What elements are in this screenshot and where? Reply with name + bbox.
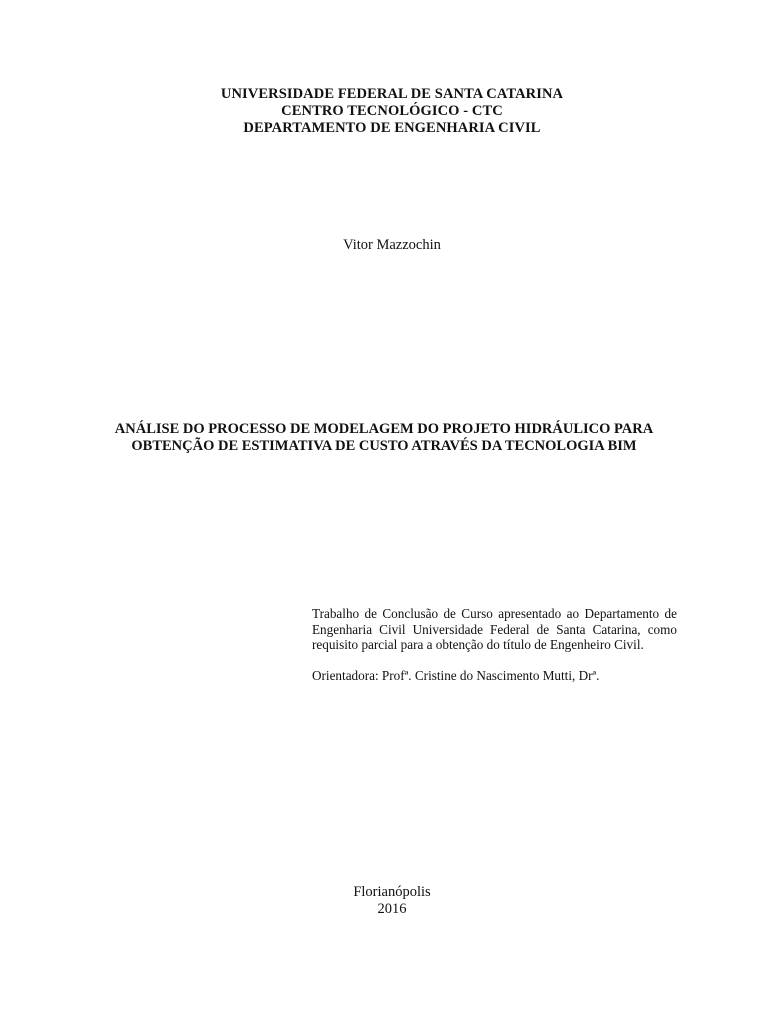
place-and-year bbox=[0, 884, 768, 918]
center-name: CENTRO TECNOLÓGICO - CTC bbox=[281, 103, 503, 119]
thesis-description: Trabalho de Conclusão de Curso apresentado ao Departamento de Engenharia Civil Universidade Federal de Santa Catarina, como requisito parcial para a obtenção do título de Engenheiro Civil. bbox=[312, 606, 677, 653]
place: Florianópolis bbox=[353, 884, 431, 900]
author-name: Vitor Mazzochin bbox=[343, 237, 441, 253]
thesis-title bbox=[0, 421, 768, 455]
advisor-line: Orientadora: Profª. Cristine do Nascimento Mutti, Drª. bbox=[312, 668, 600, 683]
department-name: DEPARTAMENTO DE ENGENHARIA CIVIL bbox=[243, 120, 541, 136]
year: 2016 bbox=[377, 901, 407, 917]
university-name: UNIVERSIDADE FEDERAL DE SANTA CATARINA bbox=[220, 86, 564, 102]
title-line-1: ANÁLISE DO PROCESSO DE MODELAGEM DO PROJETO HIDRÁULICO PARA bbox=[114, 421, 654, 437]
institution-header bbox=[0, 86, 768, 137]
title-line-2: OBTENÇÃO DE ESTIMATIVA DE CUSTO ATRAVÉS DA TECNOLOGIA BIM bbox=[131, 438, 637, 454]
